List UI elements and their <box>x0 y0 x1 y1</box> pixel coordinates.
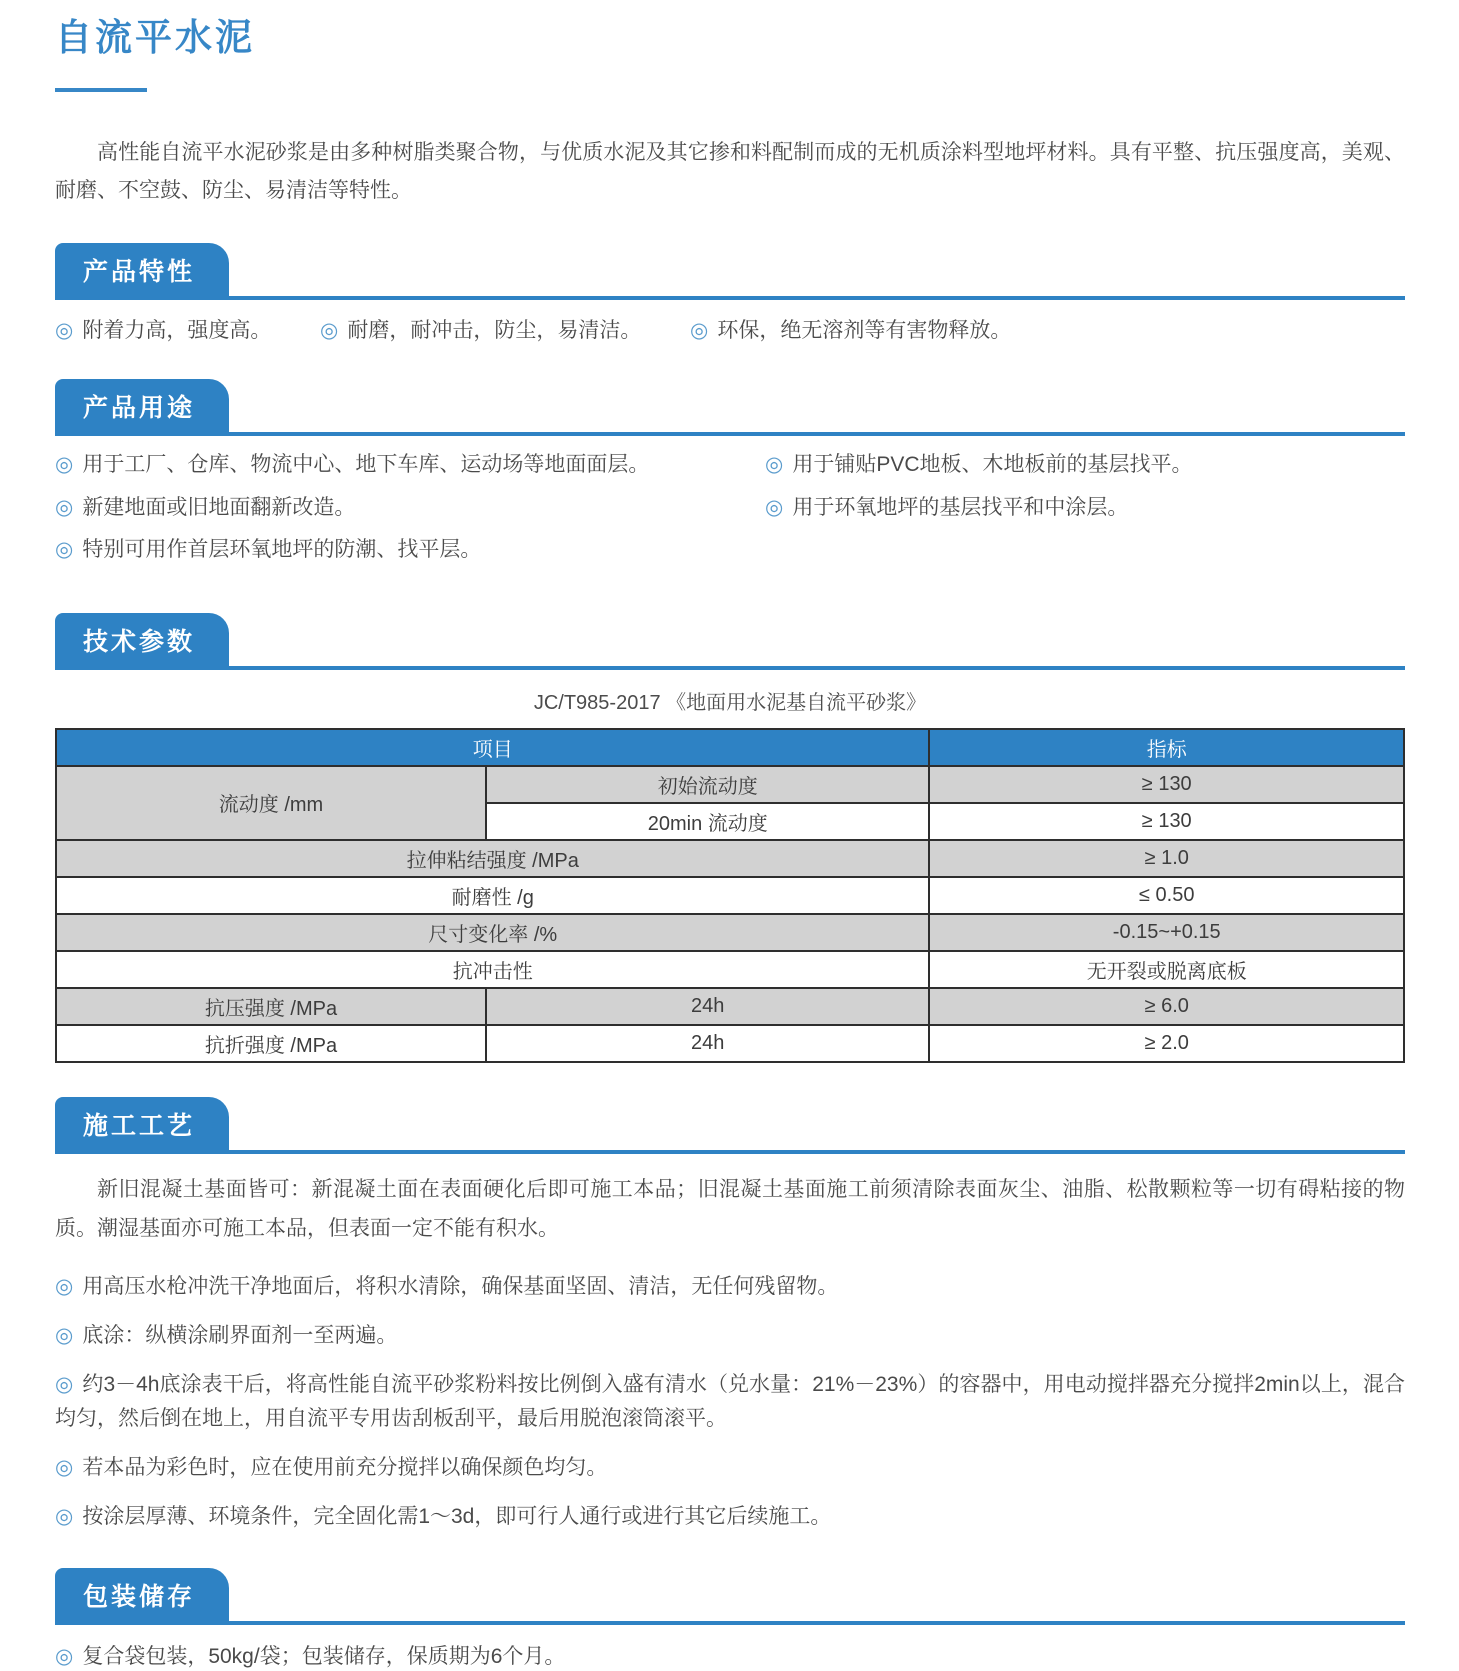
list-item-text: 用于环氧地坪的基层找平和中涂层。 <box>792 495 1129 519</box>
uses-right-column <box>765 451 1193 578</box>
section-heading-badge: 产品特性 <box>55 243 229 296</box>
cell-value: -0.15~+0.15 <box>929 914 1404 951</box>
section-header-rule <box>55 613 1405 670</box>
cell-sub: 初始流动度 <box>486 766 929 803</box>
uses-left-column <box>55 451 765 578</box>
cell-label: 抗冲击性 <box>56 951 929 988</box>
table-row <box>56 988 1404 1025</box>
table-row <box>56 951 1404 988</box>
column-header-item: 项目 <box>56 729 929 766</box>
list-item-text: 用于工厂、仓库、物流中心、地下车库、运动场等地面面层。 <box>82 453 650 477</box>
spec-table <box>55 728 1405 1063</box>
list-item-text: 新建地面或旧地面翻新改造。 <box>82 495 356 519</box>
list-item-text: 用高压水枪冲洗干净地面后，将积水清除，确保基面坚固、清洁，无任何残留物。 <box>82 1275 839 1299</box>
process-list <box>55 1270 1405 1534</box>
ring-bullet-icon: ◎ <box>55 1275 74 1299</box>
cell-label: 尺寸变化率 /% <box>56 914 929 951</box>
section-process <box>55 1097 1405 1535</box>
list-item-text: 按涂层厚薄、环境条件，完全固化需1～3d，即可行人通行或进行其它后续施工。 <box>82 1504 832 1528</box>
list-item-text: 附着力高，强度高。 <box>82 319 272 343</box>
title-underline <box>55 88 147 92</box>
list-item-text: 环保，绝无溶剂等有害物释放。 <box>717 319 1012 343</box>
cell-sub: 24h <box>486 988 929 1025</box>
section-uses <box>55 379 1405 578</box>
cell-label: 抗折强度 /MPa <box>56 1025 486 1062</box>
uses-columns <box>55 451 1405 578</box>
table-row <box>56 877 1404 914</box>
list-item-text: 耐磨，耐冲击，防尘，易清洁。 <box>347 319 642 343</box>
ring-bullet-icon: ◎ <box>55 319 74 343</box>
cell-value: ≥ 130 <box>929 766 1404 803</box>
ring-bullet-icon: ◎ <box>55 1323 74 1347</box>
list-item <box>55 1500 1405 1535</box>
cell-value: ≤ 0.50 <box>929 877 1404 914</box>
cell-flow-label: 流动度 /mm <box>56 766 486 840</box>
ring-bullet-icon: ◎ <box>55 453 74 477</box>
cell-value: ≥ 1.0 <box>929 840 1404 877</box>
list-item <box>55 1270 1405 1305</box>
list-item-text: 复合袋包装，50kg/袋；包装储存，保质期为6个月。 <box>82 1645 566 1669</box>
cell-sub: 24h <box>486 1025 929 1062</box>
section-header-rule <box>55 379 1405 436</box>
intro-paragraph: 高性能自流平水泥砂浆是由多种树脂类聚合物，与优质水泥及其它掺和料配制而成的无机质涂料型地坪材料。具有平整、抗压强度高，美观、耐磨、不空鼓、防尘、易清洁等特性。 <box>55 141 1405 202</box>
ring-bullet-icon: ◎ <box>765 495 784 519</box>
list-item <box>55 1451 1405 1486</box>
list-item <box>765 451 1193 479</box>
section-heading-badge: 包装储存 <box>55 1568 229 1621</box>
list-item-text: 底涂：纵横涂刷界面剂一至两遍。 <box>82 1323 398 1347</box>
list-item <box>690 317 1011 345</box>
ring-bullet-icon: ◎ <box>765 453 784 477</box>
list-item-text: 用于铺贴PVC地板、木地板前的基层找平。 <box>792 453 1193 477</box>
list-item <box>55 536 765 564</box>
ring-bullet-icon: ◎ <box>55 1504 74 1528</box>
cell-value: ≥ 130 <box>929 803 1404 840</box>
ring-bullet-icon: ◎ <box>55 495 74 519</box>
list-item <box>55 494 765 522</box>
table-header-row <box>56 729 1404 766</box>
cell-value: ≥ 2.0 <box>929 1025 1404 1062</box>
section-packaging <box>55 1568 1405 1671</box>
section-heading-badge: 施工工艺 <box>55 1097 229 1150</box>
list-item <box>765 494 1193 522</box>
ring-bullet-icon: ◎ <box>690 319 709 343</box>
list-item <box>55 317 320 345</box>
cell-label: 抗压强度 /MPa <box>56 988 486 1025</box>
list-item-text: 若本品为彩色时，应在使用前充分搅拌以确保颜色均匀。 <box>82 1455 608 1479</box>
table-row <box>56 914 1404 951</box>
list-item-text: 特别可用作首层环氧地坪的防潮、找平层。 <box>82 538 482 562</box>
list-item <box>55 451 765 479</box>
section-header-rule <box>55 1568 1405 1625</box>
section-tech-params <box>55 613 1405 1063</box>
cell-value: ≥ 6.0 <box>929 988 1404 1025</box>
table-row <box>56 766 1404 803</box>
list-item <box>55 1319 1405 1354</box>
ring-bullet-icon: ◎ <box>55 1455 74 1479</box>
cell-value: 无开裂或脱离底板 <box>929 951 1404 988</box>
section-heading-badge: 产品用途 <box>55 379 229 432</box>
ring-bullet-icon: ◎ <box>320 319 339 343</box>
list-item-text: 约3－4h底涂表干后，将高性能自流平砂浆粉料按比例倒入盛有清水（兑水量：21%－23%）的容器中，用电动搅拌器充分搅拌2min以上，混合均匀，然后倒在地上，用自流平专用齿刮板刮平，最后用脱泡滚筒滚平。 <box>55 1372 1405 1431</box>
cell-label: 拉伸粘结强度 /MPa <box>56 840 929 877</box>
section-heading-badge: 技术参数 <box>55 613 229 666</box>
list-item <box>55 1643 1405 1671</box>
table-row <box>56 1025 1404 1062</box>
ring-bullet-icon: ◎ <box>55 1372 74 1396</box>
section-header-rule <box>55 1097 1405 1154</box>
column-header-index: 指标 <box>929 729 1404 766</box>
process-paragraph: 新旧混凝土基面皆可：新混凝土面在表面硬化后即可施工本品；旧混凝土基面施工前须清除表面灰尘、油脂、松散颗粒等一切有碍粘接的物质。潮湿基面亦可施工本品，但表面一定不能有积水。 <box>55 1177 1405 1241</box>
table-row <box>56 840 1404 877</box>
list-item <box>320 317 690 345</box>
ring-bullet-icon: ◎ <box>55 538 74 562</box>
packaging-list <box>55 1643 1405 1671</box>
section-header-rule <box>55 243 1405 300</box>
section-features <box>55 243 1405 345</box>
list-item <box>55 1368 1405 1437</box>
page-title: 自流平水泥 <box>55 17 255 58</box>
cell-label: 耐磨性 /g <box>56 877 929 914</box>
ring-bullet-icon: ◎ <box>55 1645 74 1669</box>
spec-table-caption: JC/T985-2017 《地面用水泥基自流平砂浆》 <box>533 691 927 714</box>
cell-sub: 20min 流动度 <box>486 803 929 840</box>
features-list <box>55 317 1405 345</box>
